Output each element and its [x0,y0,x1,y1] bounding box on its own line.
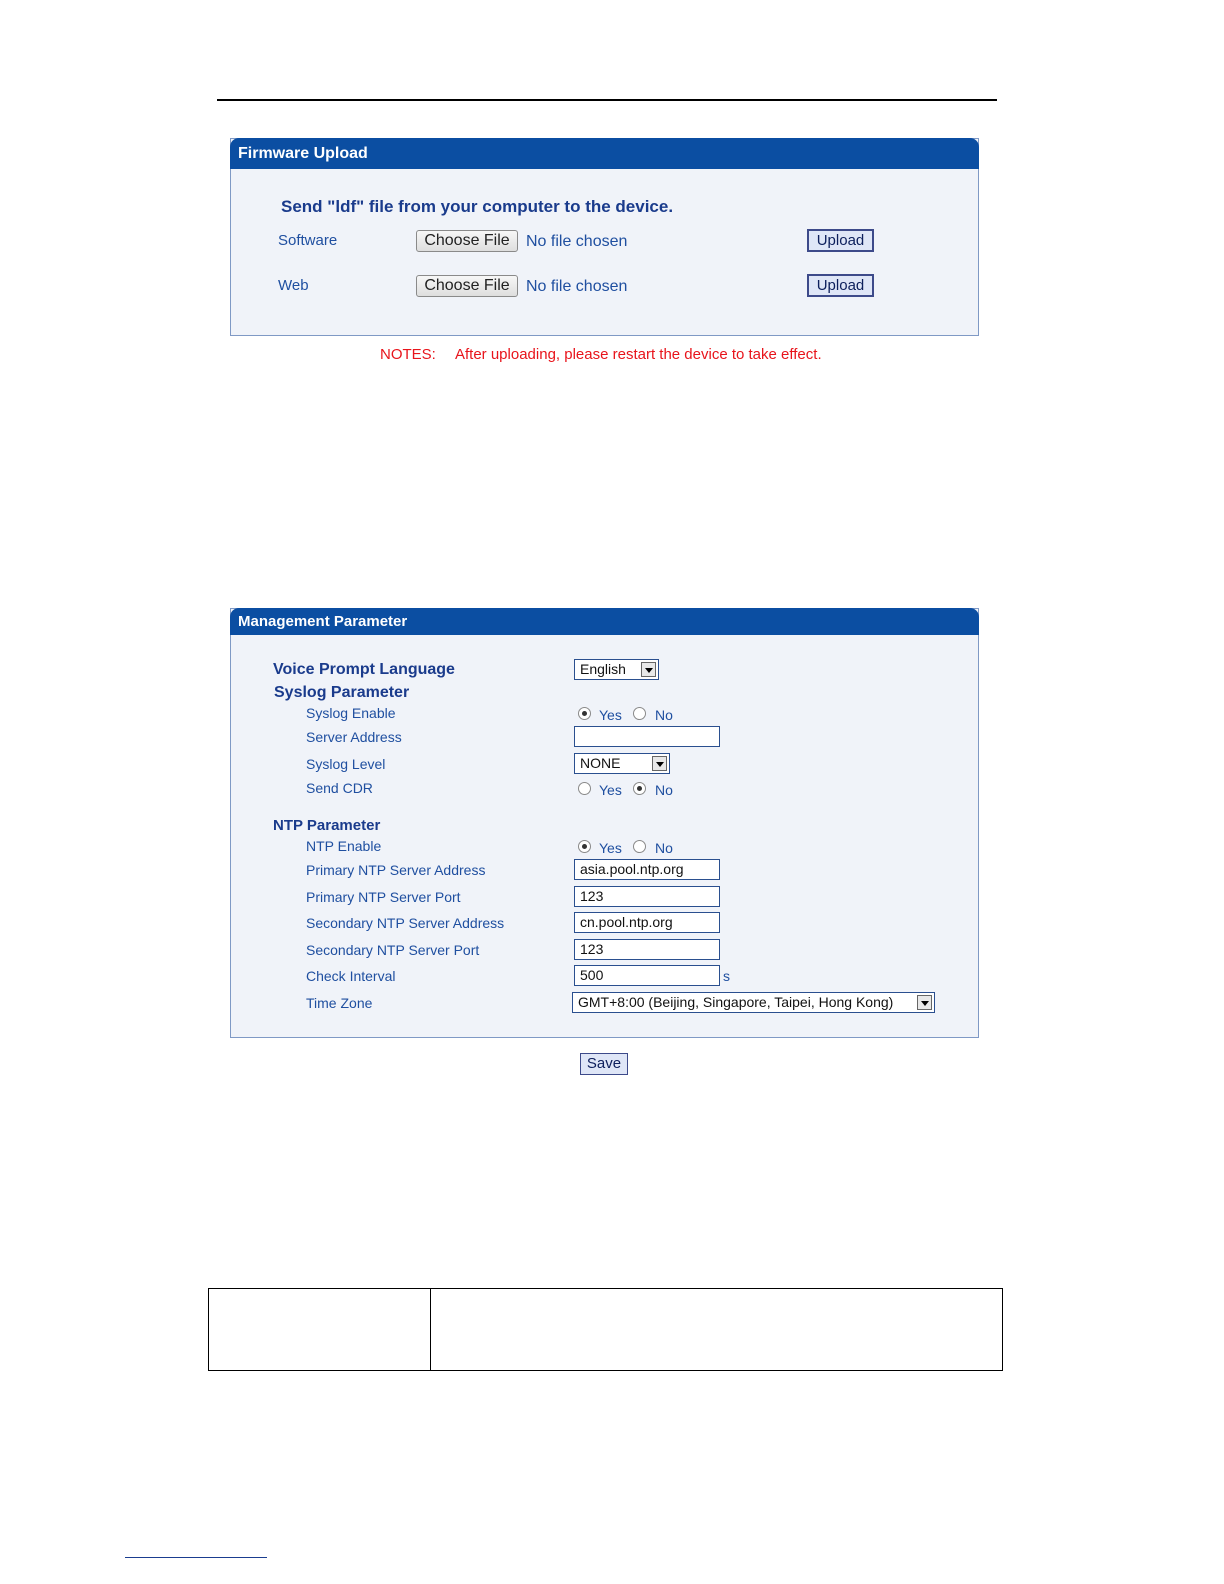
secondary-ntp-port-input[interactable]: 123 [574,939,720,960]
header-rule [217,99,997,101]
voice-prompt-value: English [580,661,626,677]
time-zone-label: Time Zone [306,995,373,1011]
check-interval-label: Check Interval [306,968,396,984]
upload-instruction: Send "ldf" file from your computer to the device. [281,197,674,216]
management-parameter-title: Management Parameter [230,608,979,635]
table-cell [431,1289,1003,1371]
send-cdr-no-radio[interactable] [633,782,646,795]
notes-label: NOTES: [380,346,436,363]
secondary-ntp-port-label: Secondary NTP Server Port [306,942,480,958]
ntp-enable-no-label: No [655,840,673,856]
primary-ntp-port-input[interactable]: 123 [574,886,720,907]
time-zone-value: GMT+8:00 (Beijing, Singapore, Taipei, Hong Kong) [578,994,894,1010]
ntp-enable-no-radio[interactable] [633,840,646,853]
voice-prompt-label: Voice Prompt Language [273,661,455,678]
software-choose-file-button[interactable]: Choose File [416,230,518,252]
table-cell [209,1289,431,1371]
primary-ntp-port-label: Primary NTP Server Port [306,889,461,905]
send-cdr-yes-radio[interactable] [578,782,591,795]
document-table [208,1288,1003,1371]
syslog-enable-yes-radio[interactable] [578,707,591,720]
syslog-level-select[interactable] [574,753,670,774]
footer-link-rule [125,1557,267,1558]
syslog-level-label: Syslog Level [306,756,386,772]
voice-prompt-select[interactable] [574,659,659,680]
check-interval-unit: s [723,968,730,984]
syslog-enable-yes-label: Yes [599,707,622,723]
send-cdr-label: Send CDR [306,780,373,796]
chevron-down-icon [917,995,932,1010]
syslog-enable-label: Syslog Enable [306,705,396,721]
notes-text: After uploading, please restart the device to take effect. [455,346,822,363]
primary-ntp-address-input[interactable]: asia.pool.ntp.org [574,859,720,880]
secondary-ntp-address-input[interactable]: cn.pool.ntp.org [574,912,720,933]
ntp-heading: NTP Parameter [273,817,381,834]
save-button[interactable]: Save [580,1053,628,1075]
web-label: Web [278,277,309,294]
syslog-heading: Syslog Parameter [274,684,410,701]
ntp-enable-yes-label: Yes [599,840,622,856]
syslog-level-value: NONE [580,755,621,771]
secondary-ntp-address-label: Secondary NTP Server Address [306,915,505,931]
server-address-input[interactable] [574,726,720,747]
software-label: Software [278,232,338,249]
check-interval-input[interactable]: 500 [574,965,720,986]
web-upload-button[interactable]: Upload [807,274,874,297]
primary-ntp-address-label: Primary NTP Server Address [306,862,486,878]
firmware-upload-title: Firmware Upload [230,138,979,169]
syslog-enable-no-radio[interactable] [633,707,646,720]
web-choose-file-button[interactable]: Choose File [416,275,518,297]
syslog-enable-no-label: No [655,707,673,723]
server-address-label: Server Address [306,729,402,745]
chevron-down-icon [641,662,656,677]
chevron-down-icon [652,756,667,771]
software-upload-button[interactable]: Upload [807,229,874,252]
ntp-enable-yes-radio[interactable] [578,840,591,853]
web-file-status: No file chosen [526,278,628,295]
send-cdr-yes-label: Yes [599,782,622,798]
send-cdr-no-label: No [655,782,673,798]
software-file-status: No file chosen [526,233,628,250]
time-zone-select[interactable] [572,992,935,1013]
ntp-enable-label: NTP Enable [306,838,382,854]
